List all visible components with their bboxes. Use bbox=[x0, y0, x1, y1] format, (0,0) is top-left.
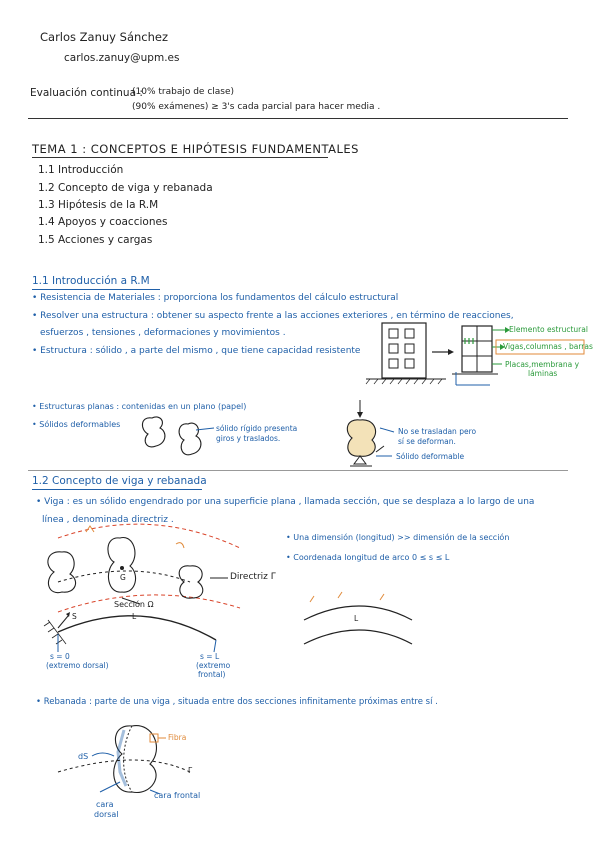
fibra-label: Fibra bbox=[168, 733, 187, 742]
s-coordinate-label: S bbox=[72, 612, 77, 621]
eval-line-1: (10% trabajo de clase) bbox=[132, 87, 235, 97]
directriz-label: Directriz Γ bbox=[230, 572, 276, 582]
s11-bullet-resolver-cont: esfuerzos , tensiones , deformaciones y movimientos . bbox=[40, 328, 286, 338]
seccion-label: Sección Ω bbox=[114, 600, 154, 609]
gamma-label: Γ bbox=[188, 766, 193, 775]
s-l-label: s = L bbox=[200, 652, 220, 661]
label-laminas: láminas bbox=[528, 369, 558, 378]
tema-item-4: 1.4 Apoyos y coacciones bbox=[38, 216, 168, 228]
eval-label: Evaluación continua : bbox=[30, 87, 143, 99]
s11-bullet-estructura: • Estructura : sólido , a parte del mismo , que tiene capacidad resistente bbox=[32, 346, 361, 356]
s12-rebanada: • Rebanada : parte de una viga , situada entre dos secciones infinitamente próximas entre sí . bbox=[36, 697, 438, 707]
tema-item-2: 1.2 Concepto de viga y rebanada bbox=[38, 182, 213, 194]
beam-length-label: L bbox=[132, 612, 137, 621]
deformable-label: Sólido deformable bbox=[396, 452, 465, 461]
s11-bullet-resistencia: • Resistencia de Materiales : proporciona los fundamentos del cálculo estructural bbox=[32, 293, 399, 303]
rebanada-length-label: L bbox=[354, 614, 359, 623]
extremo-frontal-label-1: (extremo bbox=[196, 661, 231, 670]
author-name: Carlos Zanuy Sánchez bbox=[40, 30, 169, 44]
centroid-label: G bbox=[120, 573, 126, 582]
cara-frontal-label: cara frontal bbox=[154, 791, 201, 800]
author-email: carlos.zanuy@upm.es bbox=[64, 52, 180, 64]
rigido-label-2: giros y traslados. bbox=[216, 434, 281, 443]
s11-bullet-planas: • Estructuras planas : contenidas en un plano (papel) bbox=[32, 402, 247, 411]
s-zero-label: s = 0 bbox=[50, 652, 70, 661]
section-1-2-heading: 1.2 Concepto de viga y rebanada bbox=[32, 475, 207, 487]
tema-item-3: 1.3 Hipótesis de la R.M bbox=[38, 199, 159, 211]
extremo-frontal-label-2: frontal) bbox=[198, 670, 226, 679]
section-1-1-heading: 1.1 Introducción a R.M bbox=[32, 275, 150, 287]
cara-dorsal-label-2: dorsal bbox=[94, 810, 119, 819]
s11-bullet-deformables: • Sólidos deformables bbox=[32, 420, 121, 429]
s12-viga-line-1: • Viga : es un sólido engendrado por una superficie plana , llamada sección, que se desplaza a lo largo de una bbox=[36, 497, 535, 507]
eval-line-2: (90% exámenes) ≥ 3's cada parcial para hacer media . bbox=[132, 102, 381, 112]
extremo-dorsal-label: (extremo dorsal) bbox=[46, 661, 109, 670]
tema-item-5: 1.5 Acciones y cargas bbox=[38, 234, 153, 246]
rigido-label-1: sólido rígido presenta bbox=[216, 424, 298, 433]
label-placas: Placas,membrana y bbox=[505, 360, 580, 369]
label-elemento-estructural: Elemento estructural bbox=[509, 325, 588, 334]
label-vigas-columnas: Vigas,columnas , barras bbox=[503, 342, 593, 351]
tema-title: TEMA 1 : CONCEPTOS E HIPÓTESIS FUNDAMENTALES bbox=[32, 142, 359, 156]
nose-label-2: sí se deforman. bbox=[398, 437, 456, 446]
s12-coordenada: • Coordenada longitud de arco 0 ≤ s ≤ L bbox=[286, 553, 450, 562]
tema-item-1: 1.1 Introducción bbox=[38, 164, 124, 176]
cara-dorsal-label-1: cara bbox=[96, 800, 114, 809]
ds-label: dS bbox=[78, 752, 89, 761]
s12-dimension: • Una dimensión (longitud) >> dimensión de la sección bbox=[286, 533, 510, 542]
s11-bullet-resolver: • Resolver una estructura : obtener su aspecto frente a las acciones exteriores , en término de reacciones, bbox=[32, 311, 514, 321]
nose-label-1: No se trasladan pero bbox=[398, 427, 477, 436]
s12-viga-line-2: línea , denominada directriz . bbox=[42, 515, 174, 525]
